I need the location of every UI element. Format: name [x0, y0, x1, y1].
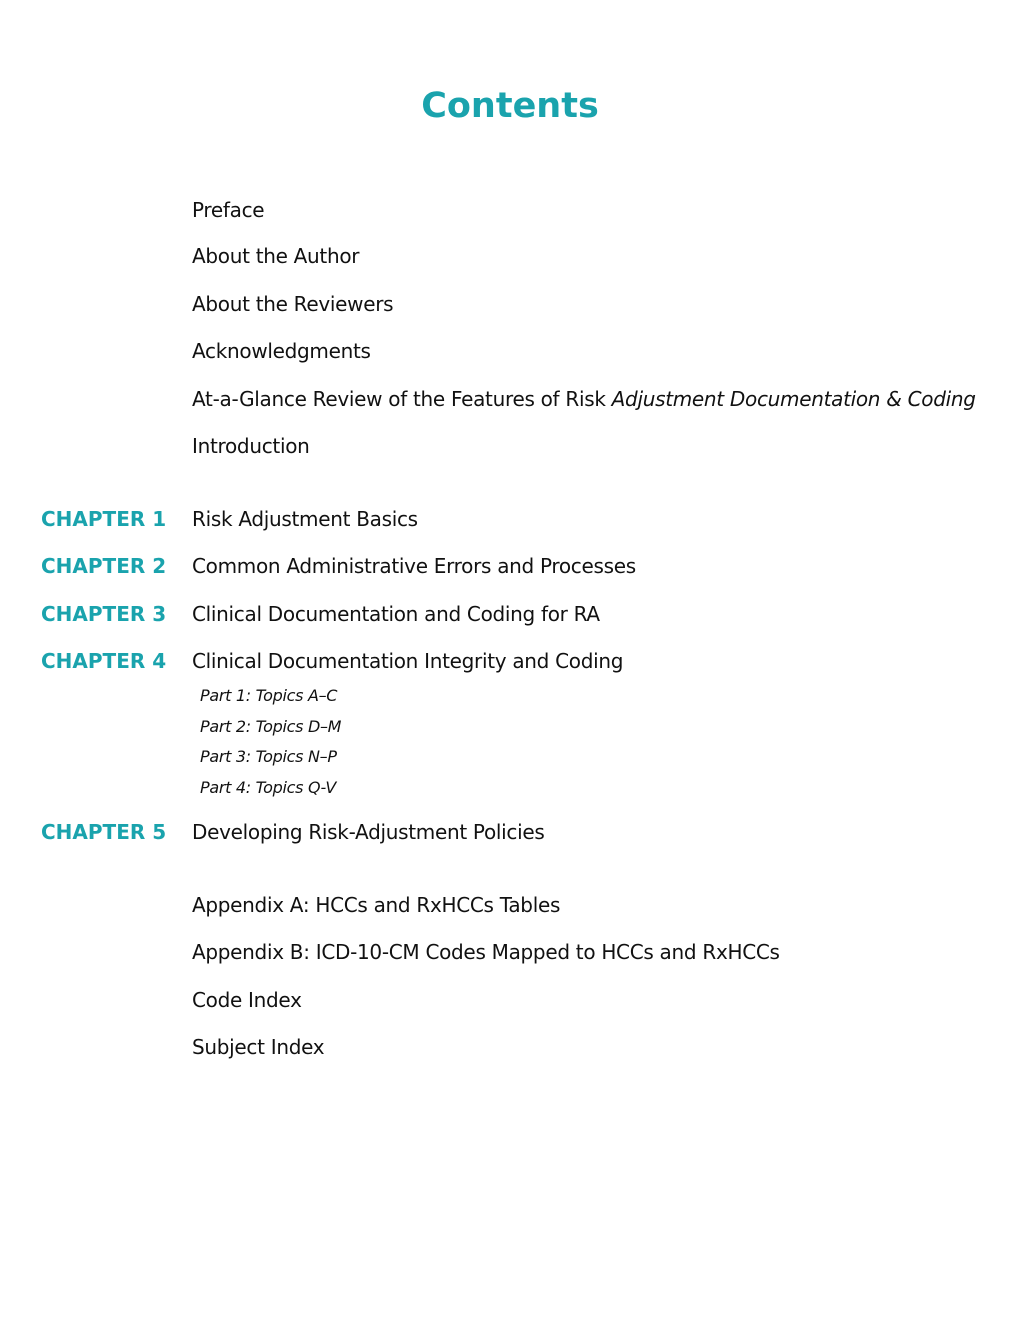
- toc-entry-at-a-glance[interactable]: [192, 385, 976, 413]
- toc-entry-acknowledgments[interactable]: Acknowledgments: [192, 339, 371, 363]
- toc-entry-about-reviewers[interactable]: About the Reviewers: [192, 292, 394, 316]
- toc-entry-appendix-a[interactable]: Appendix A: HCCs and RxHCCs Tables: [192, 893, 561, 917]
- toc-entry-appendix-b[interactable]: Appendix B: ICD-10-CM Codes Mapped to HCCs and RxHCCs: [192, 940, 780, 964]
- chapter-5-label: CHAPTER 5: [41, 820, 167, 844]
- chapter-3-label: CHAPTER 3: [41, 602, 167, 626]
- chapter-4-title[interactable]: Clinical Documentation Integrity and Coding: [192, 649, 624, 673]
- chapter-4-part-3[interactable]: Part 3: Topics N–P: [200, 747, 337, 766]
- toc-entry-about-author[interactable]: About the Author: [192, 244, 360, 268]
- toc-entry-code-index[interactable]: Code Index: [192, 988, 302, 1012]
- chapter-3-title[interactable]: Clinical Documentation and Coding for RA: [192, 602, 600, 626]
- chapter-2-label: CHAPTER 2: [41, 554, 167, 578]
- toc-entry-subject-index[interactable]: Subject Index: [192, 1035, 325, 1059]
- chapter-5-title[interactable]: Developing Risk-Adjustment Policies: [192, 820, 545, 844]
- toc-entry-introduction[interactable]: Introduction: [192, 434, 310, 458]
- chapter-4-part-2[interactable]: Part 2: Topics D–M: [200, 717, 342, 736]
- chapter-4-label: CHAPTER 4: [41, 649, 167, 673]
- chapter-2-title[interactable]: Common Administrative Errors and Processes: [192, 554, 636, 578]
- chapter-4-part-4[interactable]: Part 4: Topics Q-V: [200, 778, 337, 797]
- at-a-glance-text: At-a-Glance Review of the Features of Risk: [192, 387, 612, 411]
- page-title: Contents: [421, 86, 599, 126]
- chapter-1-title[interactable]: Risk Adjustment Basics: [192, 507, 418, 531]
- chapter-1-label: CHAPTER 1: [41, 507, 167, 531]
- at-a-glance-italic-title: Adjustment Documentation & Coding: [611, 387, 976, 411]
- chapter-4-part-1[interactable]: Part 1: Topics A–C: [200, 686, 338, 705]
- toc-entry-preface[interactable]: Preface: [192, 198, 265, 222]
